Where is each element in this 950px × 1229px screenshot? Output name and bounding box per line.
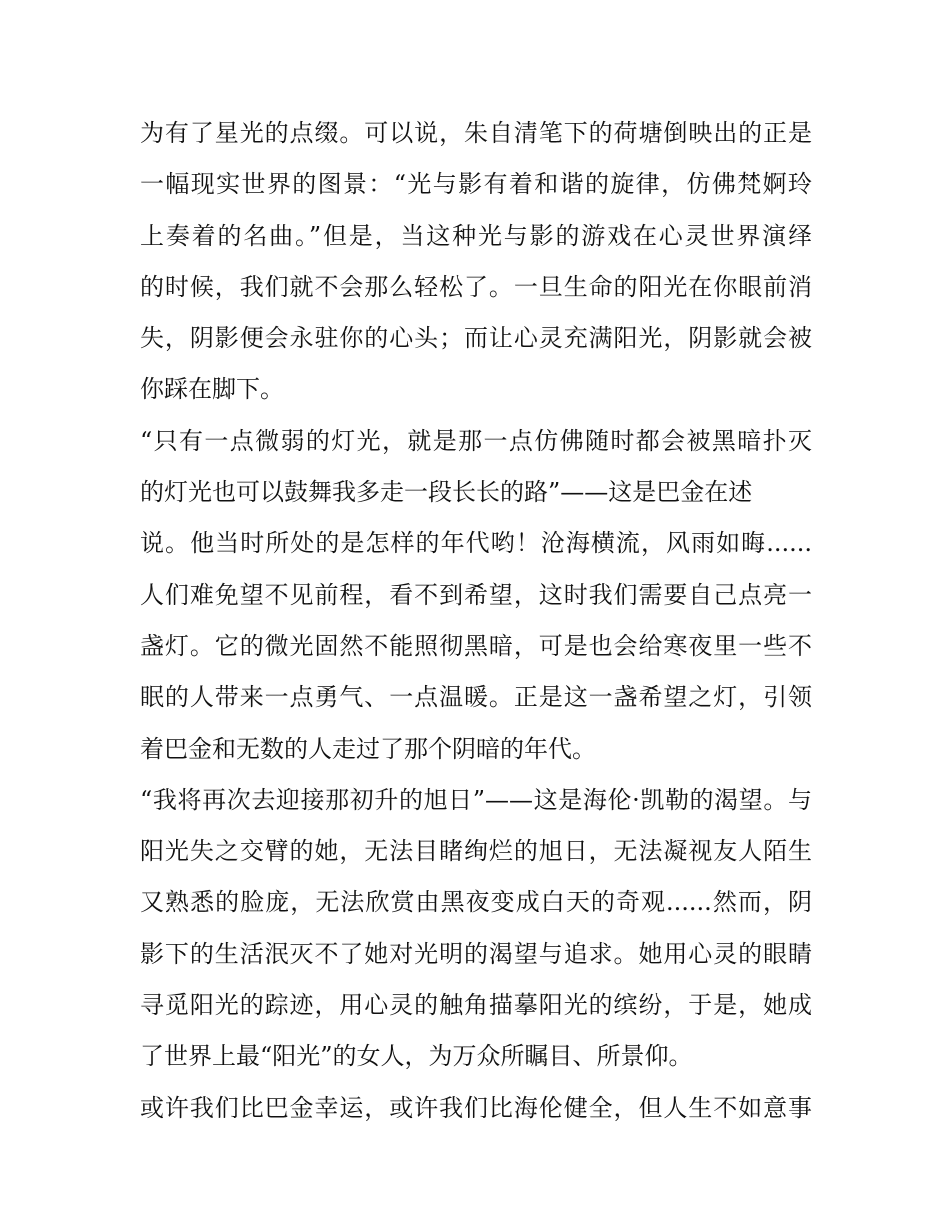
text-line: 了世界上最“阳光”的女人，为万众所瞩目、所景仰。: [140, 1042, 693, 1071]
text-line: 影下的生活泯灭不了她对光明的渴望与追求。她用心灵的眼睛: [140, 939, 812, 968]
text-line: 为有了星光的点缀。可以说，朱自清笔下的荷塘倒映出的正是: [140, 119, 812, 147]
text-line: “我将再次去迎接那初升的旭日”——这是海伦·凯勒的渴望。与: [140, 785, 812, 814]
text-line: “只有一点微弱的灯光，就是那一点仿佛随时都会被黑暗扑灭: [140, 426, 812, 455]
text-line: 上奏着的名曲。”但是，当这种光与影的游戏在心灵世界演绎: [140, 221, 812, 250]
text-line: 又熟悉的脸庞，无法欣赏由黑夜变成白天的奇观......然而，阴: [140, 888, 812, 917]
text-line: 或许我们比巴金幸运，或许我们比海伦健全，但人生不如意事: [140, 1093, 812, 1122]
text-line: 寻觅阳光的踪迹，用心灵的触角描摹阳光的缤纷，于是，她成: [140, 991, 812, 1020]
text-line: 的灯光也可以鼓舞我多走一段长长的路”——这是巴金在述: [140, 478, 753, 507]
text-line: 你踩在脚下。: [140, 375, 284, 404]
text-line: 一幅现实世界的图景：“光与影有着和谐的旋律，仿佛梵婀玲: [140, 170, 812, 199]
text-line: 失，阴影便会永驻你的心头；而让心灵充满阳光，阴影就会被: [140, 324, 812, 353]
text-line: 盏灯。它的微光固然不能照彻黑暗，可是也会给寒夜里一些不: [140, 631, 812, 660]
text-line: 着巴金和无数的人走过了那个阴暗的年代。: [140, 734, 596, 763]
text-line: 人们难免望不见前程，看不到希望，这时我们需要自己点亮一: [140, 580, 812, 609]
text-line: 阳光失之交臂的她，无法目睹绚烂的旭日，无法凝视友人陌生: [140, 837, 812, 866]
body-text: [140, 108, 812, 1134]
text-line: 的时候，我们就不会那么轻松了。一旦生命的阳光在你眼前消: [140, 272, 812, 301]
text-line: 眠的人带来一点勇气、一点温暖。正是这一盏希望之灯，引领: [140, 683, 812, 712]
text-line: 说。他当时所处的是怎样的年代哟！沧海横流，风雨如晦......: [140, 529, 812, 558]
